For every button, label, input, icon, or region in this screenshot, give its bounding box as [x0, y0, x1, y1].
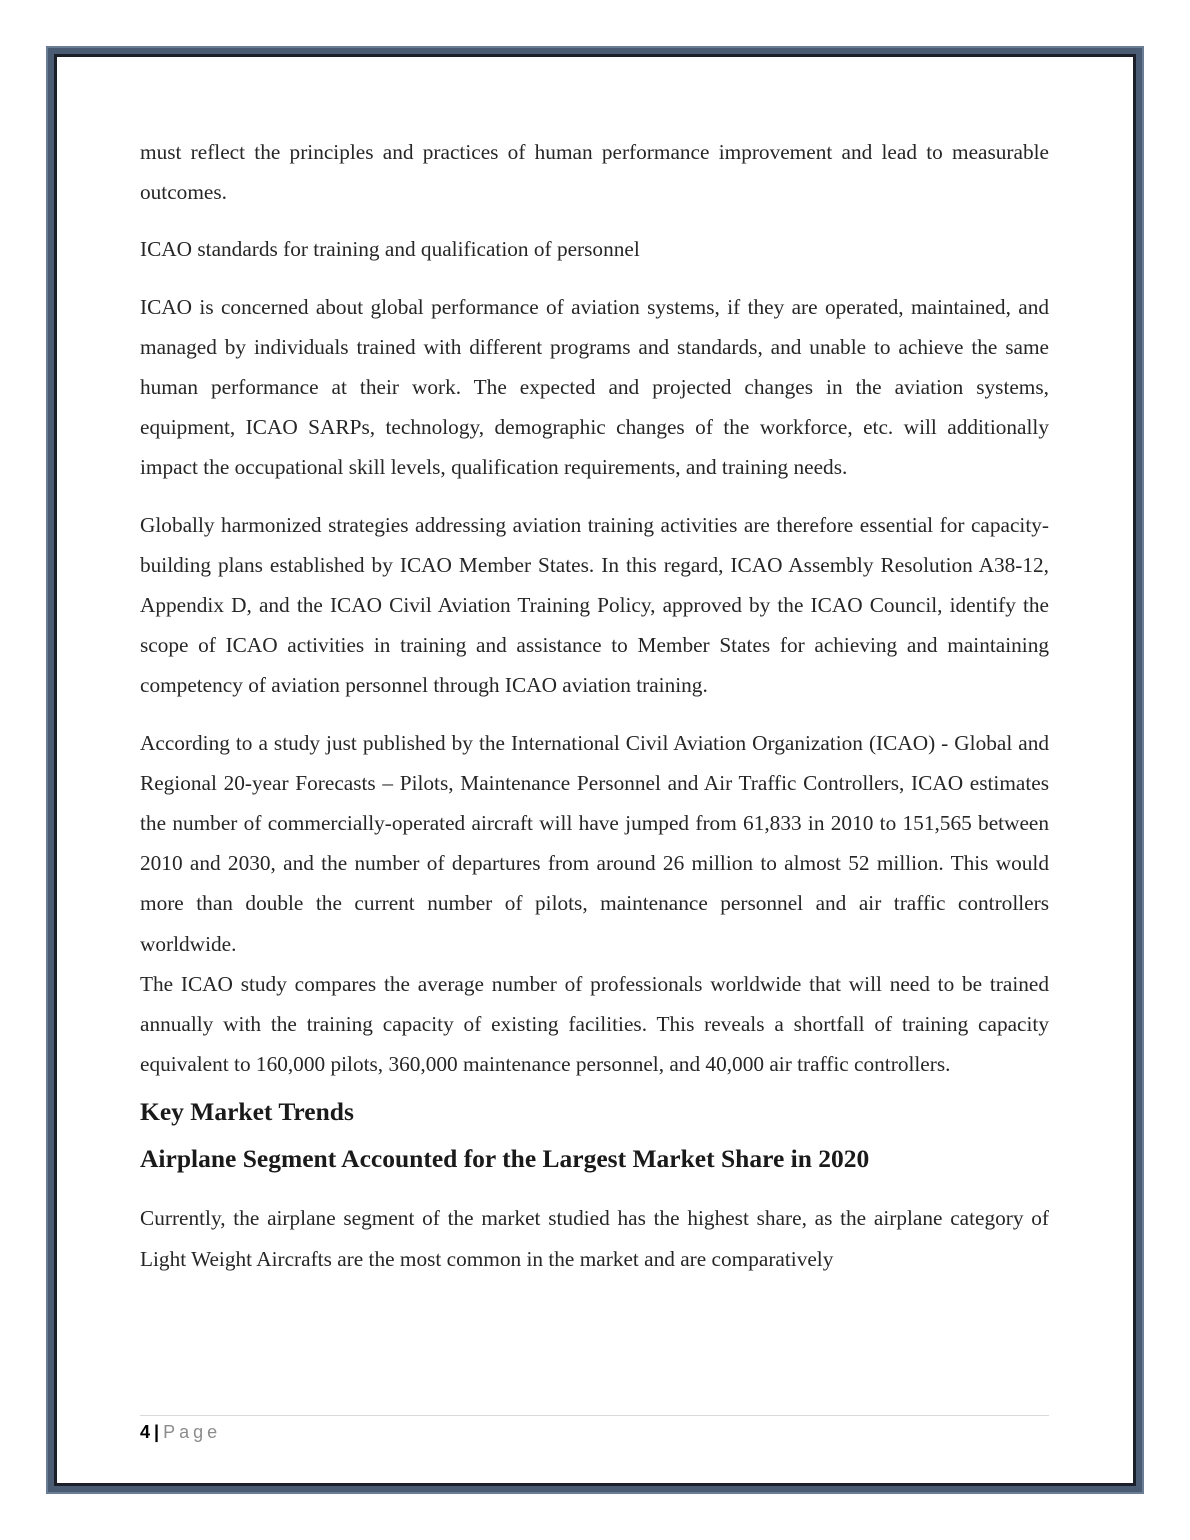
paragraph-continuation: must reflect the principles and practices of human performance improvement and lead to measurable outcomes. — [140, 140, 1049, 205]
paragraph-icao-concern: ICAO is concerned about global performance of aviation systems, if they are operated, maintained, and managed by individuals trained with different programs and standards, and unable to achieve the same human performance at their work. The expected and projected changes in the aviation systems, equipment, ICAO SARPs, technology, demographic changes of the workforce, etc. will additionally impact the occupational skill levels, qualification requirements, and training needs. — [140, 294, 1049, 480]
paragraph-harmonized-strategies: Globally harmonized strategies addressing aviation training activities are therefore essential for capacity-building plans established by ICAO Member States. In this regard, ICAO Assembly Resolution A38-12, Appendix D, and the ICAO Civil Aviation Training Policy, approved by the ICAO Council, identify the scope of ICAO activities in training and assistance to Member States for achieving and maintaining competency of aviation personnel through ICAO aviation training. — [140, 512, 1049, 698]
page-word: Page — [163, 1422, 222, 1442]
paragraph-subheading: ICAO standards for training and qualification of personnel — [140, 237, 640, 262]
heading-key-market-trends: Key Market Trends — [140, 1097, 354, 1127]
page-footer — [140, 1415, 1049, 1445]
footer-separator: | — [154, 1422, 160, 1442]
heading-airplane-segment: Airplane Segment Accounted for the Largest Market Share in 2020 — [140, 1144, 870, 1174]
document-body — [140, 132, 1049, 1296]
page-number: 4 — [140, 1422, 151, 1442]
paragraph-training-shortfall: The ICAO study compares the average number of professionals worldwide that will need to be trained annually with the training capacity of existing facilities. This reveals a shortfall of training capacity equivalent to 160,000 pilots, 360,000 maintenance personnel, and 40,000 air traffic controllers. — [140, 971, 1049, 1077]
paragraph-icao-study: According to a study just published by the International Civil Aviation Organization (ICAO) - Global and Regional 20-year Forecasts – Pilots, Maintenance Personnel and Air Traffic Controllers, ICAO estimates the number of commercially-operated aircraft will have jumped from 61,833 in 2010 to 151,565 between 2010 and 2030, and the number of departures from around 26 million to almost 52 million. This would more than double the current number of pilots, maintenance personnel and air traffic controllers worldwide. — [140, 730, 1049, 956]
paragraph-airplane-segment: Currently, the airplane segment of the market studied has the highest share, as the airplane category of Light Weight Aircrafts are the most common in the market and are comparatively — [140, 1206, 1049, 1271]
